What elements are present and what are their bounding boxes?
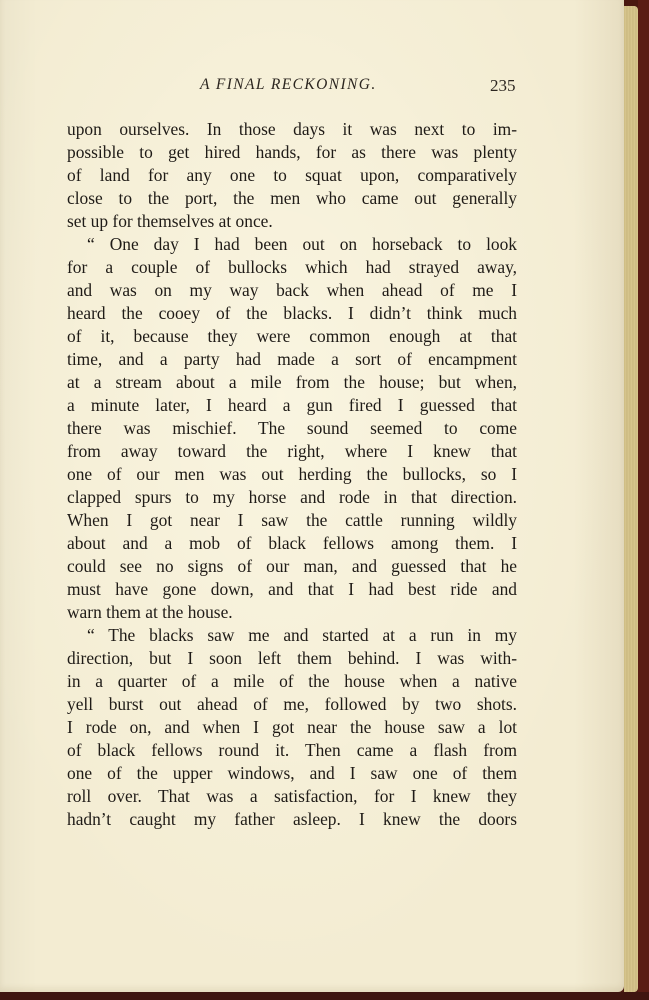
page-number: 235 bbox=[490, 76, 516, 95]
running-title: A FINAL RECKONING. bbox=[200, 76, 377, 93]
text-line: close to the port, the men who came out generally bbox=[67, 188, 517, 208]
text-line: of black fellows round it. Then came a flash from bbox=[67, 740, 517, 760]
text-line: one of our men was out herding the bullocks, so I bbox=[67, 464, 517, 484]
text-line: time, and a party had made a sort of encampment bbox=[67, 349, 517, 369]
text-line: about and a mob of black fellows among them. I bbox=[67, 533, 517, 553]
text-line: “ One day I had been out on horseback to look bbox=[87, 234, 517, 254]
book-cover-bottom bbox=[0, 992, 649, 1000]
text-line: and was on my way back when ahead of me I bbox=[67, 280, 517, 300]
text-line: roll over. That was a satisfaction, for I knew they bbox=[67, 786, 517, 806]
body-text bbox=[67, 118, 517, 831]
text-line: When I got near I saw the cattle running wildly bbox=[67, 510, 517, 530]
text-line: of it, because they were common enough at that bbox=[67, 326, 517, 346]
text-line: of land for any one to squat upon, comparatively bbox=[67, 165, 517, 185]
text-line: warn them at the house. bbox=[67, 602, 233, 622]
text-line: set up for themselves at once. bbox=[67, 211, 273, 231]
text-line: in a quarter of a mile of the house when a native bbox=[67, 671, 517, 691]
text-line: yell burst out ahead of me, followed by two shots. bbox=[67, 694, 517, 714]
text-line: a minute later, I heard a gun fired I guessed that bbox=[67, 395, 517, 415]
page-edges bbox=[624, 6, 638, 992]
text-line: upon ourselves. In those days it was next to im- bbox=[67, 119, 517, 139]
text-line: from away toward the right, where I knew that bbox=[67, 441, 517, 461]
book-cover-edge bbox=[638, 0, 649, 1000]
text-line: clapped spurs to my horse and rode in that direction. bbox=[67, 487, 517, 507]
text-line: must have gone down, and that I had best ride and bbox=[67, 579, 517, 599]
text-line: there was mischief. The sound seemed to come bbox=[67, 418, 517, 438]
text-line: possible to get hired hands, for as there was plenty bbox=[67, 142, 517, 162]
text-line: hadn’t caught my father asleep. I knew the doors bbox=[67, 809, 517, 829]
text-line: at a stream about a mile from the house; but when, bbox=[67, 372, 517, 392]
text-line: direction, but I soon left them behind. I was with- bbox=[67, 648, 517, 668]
text-line: for a couple of bullocks which had strayed away, bbox=[67, 257, 517, 277]
text-line: “ The blacks saw me and started at a run in my bbox=[87, 625, 517, 645]
text-line: could see no signs of our man, and guessed that he bbox=[67, 556, 517, 576]
text-line: heard the cooey of the blacks. I didn’t think much bbox=[67, 303, 517, 323]
text-line: I rode on, and when I got near the house saw a lot bbox=[67, 717, 517, 737]
running-head bbox=[0, 74, 624, 100]
text-line: one of the upper windows, and I saw one of them bbox=[67, 763, 517, 783]
